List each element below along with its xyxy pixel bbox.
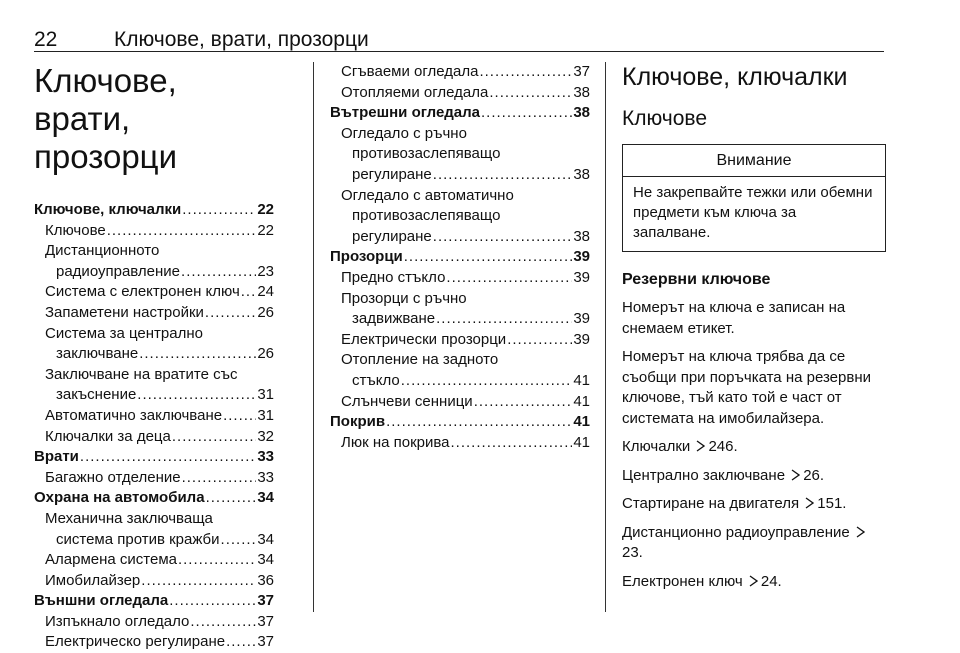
toc-leader-dots <box>436 309 572 327</box>
toc-leader-dots <box>446 268 572 286</box>
toc-page-number: 34 <box>257 551 274 569</box>
warning-text: Не закрепвайте тежки или обемни предмети към ключа за запалване. <box>633 184 873 241</box>
page-reference-arrow-icon <box>805 497 814 509</box>
toc-entry-text: противозаслепяващо <box>352 207 501 225</box>
toc-page-number: 33 <box>257 468 274 486</box>
toc-page-number: 37 <box>573 63 590 80</box>
toc-section-entry[interactable] <box>330 412 590 433</box>
toc-leader-dots <box>80 447 256 465</box>
toc-entry[interactable] <box>34 550 274 571</box>
toc-leader-dots <box>107 221 257 239</box>
toc-entry[interactable] <box>34 344 274 365</box>
toc-page-number: 32 <box>257 427 274 445</box>
toc-leader-dots <box>481 103 572 121</box>
cross-reference-text: Стартиране на двигателя <box>622 495 800 512</box>
toc-entry-label: Охрана на автомобила <box>34 489 205 507</box>
toc-entry[interactable] <box>330 433 590 454</box>
toc-entry-label: заключване <box>56 345 139 363</box>
toc-entry-label: Покрив <box>330 413 386 431</box>
toc-leader-dots <box>241 282 257 300</box>
toc-leader-dots <box>205 303 256 321</box>
toc-entry-text: Система за централно <box>45 324 203 342</box>
toc-leader-dots <box>507 330 572 348</box>
page-header <box>34 26 884 52</box>
toc-page-number: 34 <box>257 489 274 507</box>
toc-leader-dots <box>221 530 257 548</box>
toc-leader-dots <box>141 571 256 589</box>
toc-leader-dots <box>404 247 573 265</box>
toc-leader-dots <box>489 83 572 101</box>
toc-entry[interactable] <box>330 309 590 330</box>
toc-entry-text: Дистанционното <box>45 242 160 260</box>
spare-keys-heading: Резервни ключове <box>622 271 771 288</box>
toc-leader-dots <box>190 612 256 630</box>
column-3 <box>622 62 886 592</box>
toc-entry[interactable] <box>330 165 590 186</box>
column-divider <box>605 62 606 612</box>
cross-reference[interactable] <box>622 523 886 564</box>
toc-entry-label: регулиране <box>352 227 432 245</box>
toc-page-number: 37 <box>257 592 274 610</box>
running-title: Ключове, врати, прозорци <box>114 28 369 51</box>
toc-section-entry[interactable] <box>330 247 590 268</box>
toc-entry-text: Огледало с автоматично <box>341 186 514 204</box>
toc-leader-dots <box>178 550 256 568</box>
toc-page-number: 22 <box>257 221 274 239</box>
toc-entry[interactable] <box>34 612 274 633</box>
toc-page-number: 39 <box>573 330 590 348</box>
toc-entry[interactable] <box>34 406 274 427</box>
page-number: 22 <box>34 28 58 51</box>
toc-entry-text: Отопление на задното <box>341 351 499 369</box>
toc-entry[interactable] <box>34 303 274 324</box>
toc-entry-label: Предно стъкло <box>341 268 446 286</box>
page-reference-arrow-icon <box>696 440 705 452</box>
toc-leader-dots <box>181 262 256 280</box>
toc-page-number: 22 <box>257 201 274 218</box>
toc-page-number: 41 <box>573 392 590 410</box>
toc-section-entry[interactable] <box>34 200 274 221</box>
toc-entry-text: Механична заключваща <box>45 509 213 527</box>
toc-entry[interactable] <box>330 392 590 413</box>
column-divider <box>313 62 314 612</box>
toc-entry-label: Люк на покрива <box>341 433 450 451</box>
toc-leader-dots <box>401 371 573 389</box>
toc-page-number: 38 <box>573 83 590 101</box>
toc-page-number: 31 <box>257 386 274 404</box>
toc-leader-dots <box>433 227 573 245</box>
cross-reference[interactable] <box>622 466 886 487</box>
toc-leader-dots <box>206 488 257 506</box>
toc-entry-label: Отопляеми огледала <box>341 83 489 101</box>
toc-entry[interactable] <box>34 262 274 283</box>
cross-reference[interactable] <box>622 572 886 593</box>
column-2 <box>330 62 590 453</box>
toc-entry-label: Ключове <box>45 221 106 239</box>
toc-entry-label: радиоуправление <box>56 262 181 280</box>
toc-entry-label: Изпъкнало огледало <box>45 612 190 630</box>
toc-page-number: 41 <box>573 413 590 431</box>
toc-leader-dots <box>479 62 572 80</box>
toc-leader-dots <box>451 433 573 451</box>
chapter-title <box>34 62 274 176</box>
toc-entry-label: стъкло <box>352 371 400 389</box>
toc-leader-dots <box>172 427 256 445</box>
toc-entry-label: Система с електронен ключ <box>45 283 240 301</box>
toc-page-number: 37 <box>257 633 274 651</box>
warning-title: Внимание <box>623 145 885 177</box>
cross-reference-page: 151. <box>817 495 847 512</box>
toc-entry-label: Врати <box>34 448 79 466</box>
toc-entry-label: Автоматично заключване <box>45 406 223 424</box>
toc-entry[interactable] <box>330 330 590 351</box>
toc-entry-label: Багажно отделение <box>45 468 181 486</box>
page-reference-arrow-icon <box>856 526 865 538</box>
toc-entry-label: Имобилайзер <box>45 571 141 589</box>
toc-entry-label: Ключове, ключалки <box>34 201 182 218</box>
toc-section-entry[interactable] <box>34 488 274 509</box>
toc-page-number: 26 <box>257 345 274 363</box>
toc-leader-dots <box>474 392 573 410</box>
table-of-contents <box>34 200 274 653</box>
toc-page-number: 39 <box>573 268 590 286</box>
toc-entry-label: Електрическо регулиране <box>45 633 226 651</box>
toc-section-entry[interactable] <box>330 103 590 124</box>
table-of-contents <box>330 62 590 453</box>
header-rule <box>34 51 884 52</box>
toc-page-number: 34 <box>257 530 274 548</box>
cross-reference-text: Централно заключване <box>622 466 786 484</box>
toc-leader-dots <box>182 468 257 486</box>
toc-entry-label: Алармена система <box>45 551 177 569</box>
toc-entry-label: Електрически прозорци <box>341 330 507 348</box>
chapter-title-line-2: прозорци <box>34 138 178 175</box>
toc-entry[interactable] <box>34 427 274 448</box>
toc-leader-dots <box>137 385 256 403</box>
toc-page-number: 33 <box>257 448 274 466</box>
cross-reference[interactable] <box>622 494 886 515</box>
toc-entry-text: Заключване на вратите със <box>45 365 238 383</box>
toc-section-entry[interactable] <box>34 591 274 612</box>
cross-reference-page: 24. <box>760 572 782 590</box>
toc-page-number: 38 <box>573 104 590 122</box>
toc-entry[interactable] <box>330 62 590 83</box>
toc-leader-dots <box>223 406 256 424</box>
toc-page-number: 36 <box>257 571 274 589</box>
toc-entry[interactable] <box>34 282 274 303</box>
toc-page-number: 31 <box>257 406 274 424</box>
toc-entry-label: Слънчеви сенници <box>341 392 473 410</box>
toc-entry[interactable] <box>34 385 274 406</box>
toc-leader-dots <box>182 200 256 218</box>
toc-page-number: 38 <box>573 227 590 245</box>
paragraph: Номерът на ключа трябва да се съобщи при поръчката на резервни ключове, тъй като той е част от системата на имобилайзера. <box>622 348 871 427</box>
toc-entry[interactable] <box>330 83 590 104</box>
cross-reference-page: 26. <box>803 466 825 484</box>
cross-reference[interactable] <box>622 437 886 458</box>
cross-reference-page: 246. <box>708 438 738 455</box>
toc-leader-dots <box>433 165 573 183</box>
toc-entry[interactable] <box>34 221 274 242</box>
toc-page-number: 24 <box>257 283 274 301</box>
toc-leader-dots <box>226 632 256 650</box>
toc-entry[interactable] <box>330 371 590 392</box>
page-reference-arrow-icon <box>791 469 800 481</box>
toc-page-number: 41 <box>573 433 590 451</box>
chapter-title-line-1: Ключове, врати, <box>34 62 177 137</box>
toc-entry-label: Ключалки за деца <box>45 427 171 445</box>
cross-references <box>622 437 886 592</box>
toc-leader-dots <box>139 344 256 362</box>
subsection-title: Ключове <box>622 107 707 130</box>
toc-entry-label: регулиране <box>352 165 432 183</box>
toc-entry-label: система против кражби <box>56 530 220 548</box>
page-reference-arrow-icon <box>749 575 758 587</box>
cross-reference-text: Дистанционно радиоуправление <box>622 523 850 541</box>
toc-entry[interactable] <box>330 268 590 289</box>
toc-entry-label: Прозорци <box>330 248 403 266</box>
cross-reference-text: Електронен ключ <box>622 572 743 590</box>
toc-page-number: 39 <box>573 248 590 266</box>
toc-page-number: 41 <box>573 371 590 389</box>
toc-entry-label: задвижване <box>352 310 436 328</box>
toc-page-number: 23 <box>257 262 274 280</box>
toc-page-number: 26 <box>257 303 274 321</box>
toc-entry-text: противозаслепяващо <box>352 145 501 163</box>
toc-entry-label: Сгъваеми огледала <box>341 63 479 80</box>
cross-reference-text: Ключалки <box>622 438 691 455</box>
toc-entry[interactable] <box>34 571 274 592</box>
paragraph: Номерът на ключа е записан на снемаем етикет. <box>622 299 846 337</box>
toc-page-number: 39 <box>573 310 590 328</box>
toc-entry-label: Външни огледала <box>34 592 169 610</box>
toc-entry-text: Огледало с ръчно <box>341 124 467 142</box>
toc-entry-label: Запаметени настройки <box>45 303 204 321</box>
toc-entry-label: закъснение <box>56 386 137 404</box>
toc-page-number: 38 <box>573 165 590 183</box>
toc-leader-dots <box>169 591 256 609</box>
toc-entry[interactable] <box>330 227 590 248</box>
toc-section-entry[interactable] <box>34 447 274 468</box>
toc-entry-text: Прозорци с ръчно <box>341 289 467 307</box>
toc-entry[interactable] <box>34 530 274 551</box>
toc-page-number: 37 <box>257 612 274 630</box>
toc-entry-label: Вътрешни огледала <box>330 104 481 122</box>
column-1 <box>34 62 274 653</box>
toc-entry[interactable] <box>34 468 274 489</box>
toc-entry[interactable] <box>34 632 274 653</box>
toc-leader-dots <box>386 412 572 430</box>
warning-box <box>622 144 886 252</box>
section-title: Ключове, ключалки <box>622 63 848 91</box>
cross-reference-page: 23. <box>622 544 643 561</box>
